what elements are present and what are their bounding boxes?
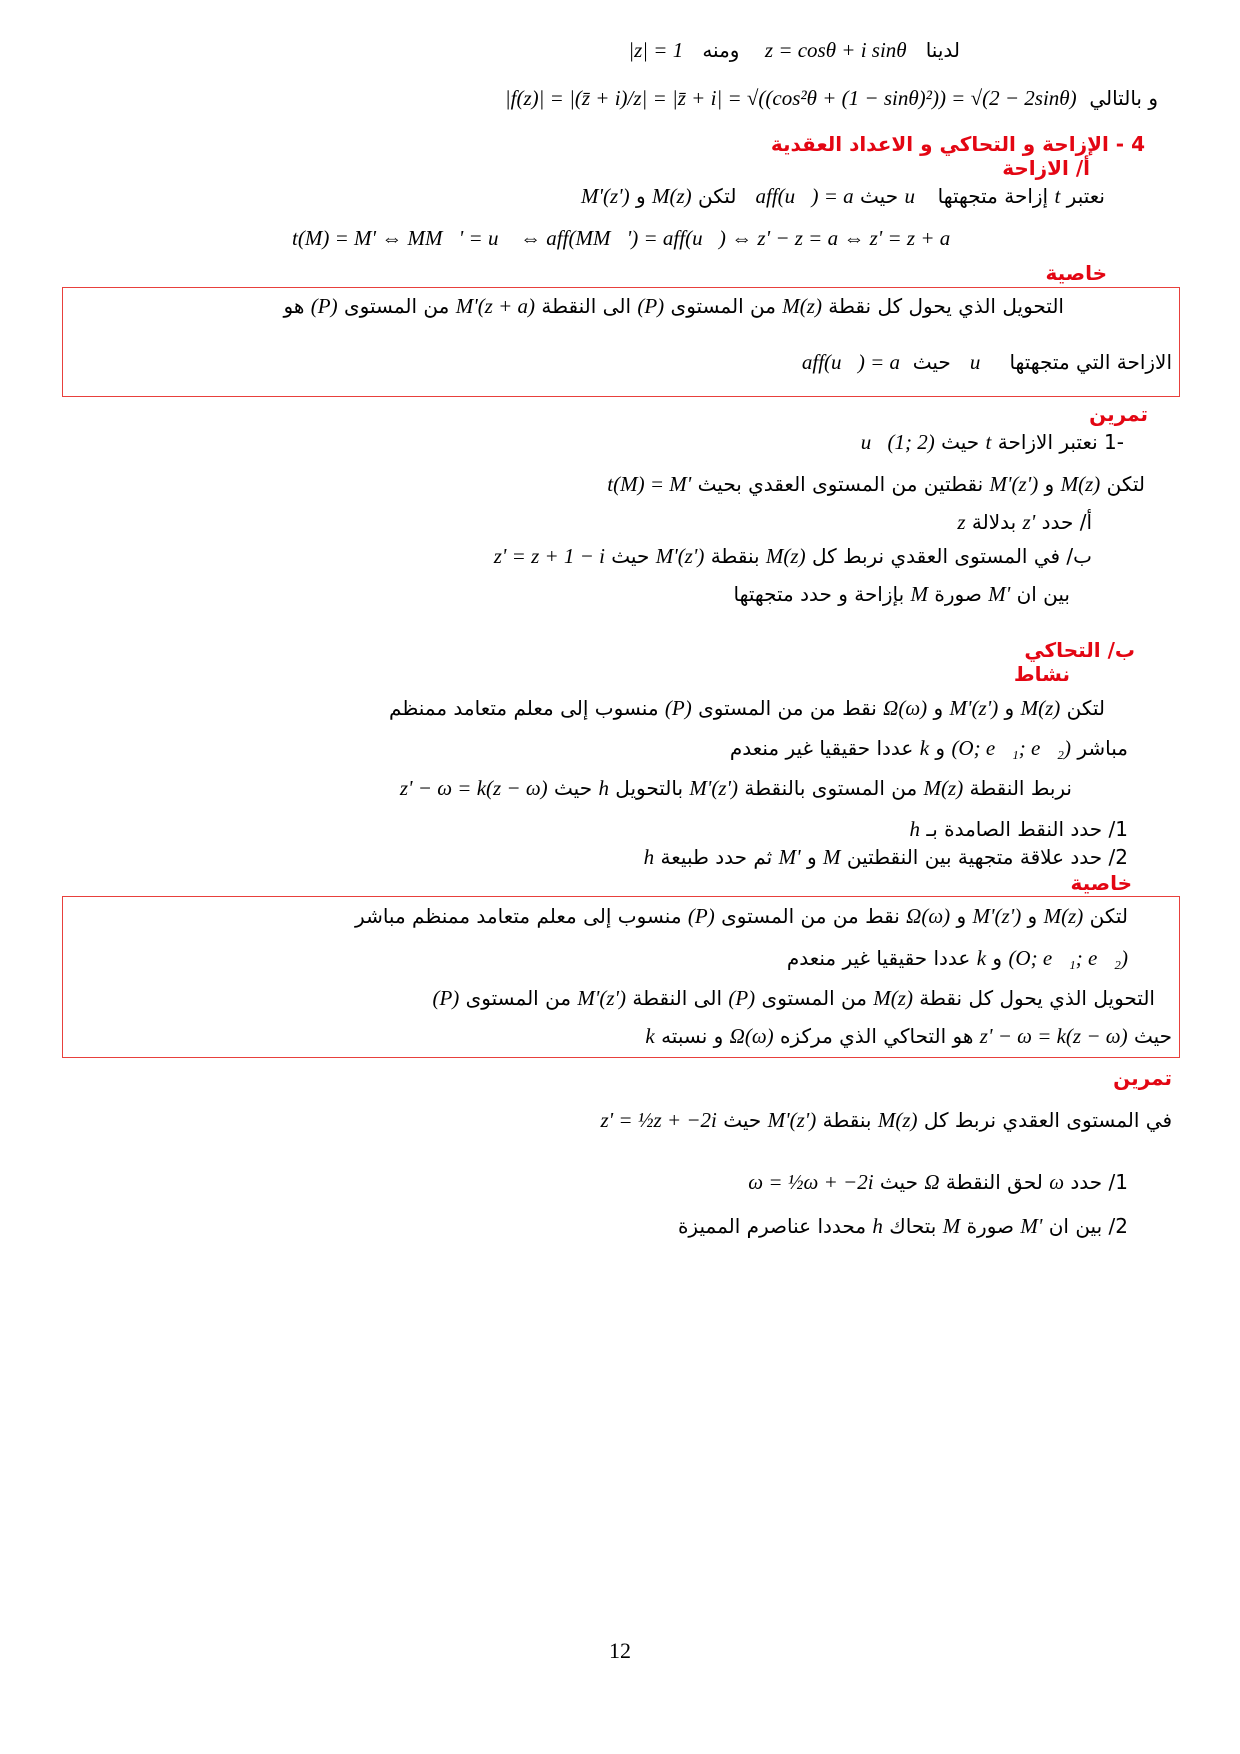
math: M'(z') [577,986,627,1010]
math: ω = ½ω + −2i [748,1170,874,1194]
text: و [956,904,967,928]
text: مباشر [1077,736,1128,760]
math: M(z) [765,544,806,568]
activity-line [400,774,1072,802]
property-line [787,944,1128,972]
math: (P) [432,986,460,1010]
text: 2/ حدد علاقة متجهية بين النقطتين [846,845,1128,869]
math: M' [988,582,1011,606]
exercise-title: تمرين [1089,402,1148,426]
text: لتكن [1106,472,1145,496]
text: محددا عناصرم المميزة [677,1214,867,1238]
text: -1 نعتبر الازاحة [997,430,1124,454]
math: M'(z') [689,776,739,800]
text: من المستوى بالنقطة [744,776,918,800]
math: (P) [637,294,665,318]
math: t [1054,184,1061,208]
math: M'(z + a) [455,294,536,318]
exercise-line [600,1106,1172,1134]
text: حيث [941,430,980,454]
math: M'(z') [655,544,705,568]
text: حيث [611,544,650,568]
text: لتكن [1066,696,1105,720]
math: z' − ω = k(z − ω) [399,776,548,800]
math: M'(z') [972,904,1022,928]
math: z [957,510,966,534]
text: نعتبر [1066,184,1105,208]
math: t(M) = M' [607,472,692,496]
math: M'(z') [767,1108,817,1132]
math: (O; e⃗₁; e⃗₂) [1008,946,1128,970]
exercise-title: تمرين [1113,1066,1172,1090]
text: صورة [966,1214,1015,1238]
text: بين ان [1016,582,1070,606]
text: حيث [723,1108,762,1132]
text: ثم حدد طبيعة [660,845,773,869]
exercise-line [861,428,1124,456]
text: ومنه [702,38,740,62]
text: نربط النقطة [969,776,1072,800]
modulus-line [505,84,1158,112]
text: من المستوى [343,294,450,318]
text: و [806,845,817,869]
text: بالتحويل [615,776,684,800]
math: M(z) [782,294,822,318]
math: h [643,845,655,869]
math: u⃗ [904,184,932,208]
math: M(z) [873,986,913,1010]
text: من المستوى [670,294,776,318]
text: نقطتين من المستوى العقدي بحيث [697,472,984,496]
text: ب/ في المستوى العقدي نربط كل [811,544,1092,568]
exercise-line [678,1212,1128,1240]
text: بنقطة [822,1108,872,1132]
math: M' [778,845,801,869]
text: الازاحة التي متجهتها [1009,350,1172,374]
math: Ω [924,1170,940,1194]
exercise-line [734,580,1071,608]
text: إزاحة متجهتها [937,184,1049,208]
math: h [872,1214,883,1238]
activity-line [389,694,1105,722]
math: aff(u⃗) = a [801,350,901,374]
exercise-line [607,470,1145,498]
page-number: 12 [609,1638,631,1663]
property-line [645,1022,1172,1050]
text: 1/ حدد النقط الصامدة بـ [926,817,1128,841]
math: (P) [728,986,756,1010]
text: و [992,946,1003,970]
text: لتكن [698,184,737,208]
math: Ω(ω) [906,904,951,928]
math: k [645,1024,655,1048]
math: t [985,430,992,454]
text: أ/ حدد [1041,510,1092,534]
translation-equivalence [292,224,950,252]
text: هو التحاكي الذي مركزه [780,1024,974,1048]
text: حيث [860,184,899,208]
math: z' = z + 1 − i [493,544,605,568]
property-line [802,348,1172,376]
math: M [822,845,841,869]
math: z' [1022,510,1036,534]
math: M'(z') [989,472,1039,496]
text: من المستوى [761,986,867,1010]
text: و [933,696,944,720]
math: u⃗(1; 2) [860,430,935,454]
math: aff(u⃗) = a [755,184,854,208]
translation-definition [581,182,1105,210]
math: z = cosθ + i sinθ [764,38,907,62]
text: لتكن [1089,904,1128,928]
math: k [976,946,987,970]
math: M(z) [1020,696,1061,720]
text: حيث [1133,1024,1172,1048]
math: M'(z') [949,696,999,720]
math: M(z) [877,1108,918,1132]
text: عددا حقيقيا غير منعدم [729,736,914,760]
text: حيث [912,350,951,374]
math: M(z) [1060,472,1101,496]
text: و نسبته [661,1024,724,1048]
math: (P) [310,294,338,318]
text: منسوب إلى معلم متعامد ممنظم مباشر [355,904,682,928]
property-line [432,984,1155,1012]
text: عددا حقيقيا غير منعدم [786,946,971,970]
property-title: خاصية [1045,261,1107,285]
text: و [635,184,646,208]
math: t(M) = M' ⇔ MM⃗' = u⃗ ⇔ aff(MM⃗') = aff(u⃗) ⇔ z' − z = a ⇔ z' = z + a [292,226,951,250]
math: (P) [687,904,715,928]
text: و [1004,696,1015,720]
text: نقط من من المستوى [721,904,900,928]
exercise-line [748,1168,1128,1196]
text: التحويل الذي يحول كل نقطة [919,986,1155,1010]
text: هو [283,294,305,318]
property-line [355,902,1128,930]
exercise-line [494,542,1092,570]
text: نقط من من المستوى [698,696,877,720]
text: في المستوى العقدي نربط كل [923,1108,1172,1132]
text: بنقطة [710,544,760,568]
property-title: خاصية [1070,871,1132,895]
text: لدينا [925,38,960,62]
property-line [284,292,1064,320]
math: h [598,776,609,800]
math: k [919,736,930,760]
math: M(z) [652,184,692,208]
text: و بالتالي [1089,86,1158,110]
activity-line [730,734,1128,762]
math: z' − ω = k(z − ω) [979,1024,1128,1048]
text: حيث [879,1170,918,1194]
section-heading: 4 - الإزاحة و التحاكي و الاعداد العقدية [770,132,1145,156]
text: الى النقطة [632,986,722,1010]
math: u⃗ [969,350,997,374]
math: M' [1020,1214,1043,1238]
text: الى النقطة [541,294,631,318]
math: M [910,582,929,606]
text: صورة [934,582,982,606]
math: Ω(ω) [883,696,928,720]
math: M [942,1214,961,1238]
math: (O; e⃗₁; e⃗₂) [951,736,1071,760]
math: |f(z)| = |(z̄ + i)/z| = |z̄ + i| = √((cos²θ + (1 − sinθ)²)) = √(2 − 2sinθ) [504,86,1077,110]
text: و [1044,472,1055,496]
text: 2/ بين ان [1048,1214,1128,1238]
math: |z| = 1 [628,38,684,62]
activity-title: نشاط [1013,662,1070,686]
exercise-line [957,508,1092,536]
text: و [935,736,946,760]
math: M'(z') [580,184,630,208]
text: بدلالة [971,510,1017,534]
math: z' = ½z + −2i [600,1108,717,1132]
text: لحق النقطة [945,1170,1043,1194]
text: بتحاك [889,1214,937,1238]
text: التحويل الذي يحول كل نقطة [828,294,1064,318]
math: ω [1049,1170,1065,1194]
math: M(z) [1043,904,1084,928]
given-z-line [628,36,960,64]
text: منسوب إلى معلم متعامد ممنظم [389,696,659,720]
math: h [909,817,920,841]
subsection-heading-homothety: ب/ التحاكي [1024,638,1135,662]
activity-line [644,843,1128,871]
math: M(z) [923,776,964,800]
text: من المستوى [465,986,572,1010]
text: 1/ حدد [1070,1170,1128,1194]
activity-line [909,815,1128,843]
math: Ω(ω) [729,1024,774,1048]
math: (P) [664,696,692,720]
subsection-heading-translation: أ/ الازاحة [1002,156,1090,180]
text: و [1027,904,1038,928]
text: بإزاحة و حدد متجهتها [733,582,905,606]
text: حيث [554,776,593,800]
